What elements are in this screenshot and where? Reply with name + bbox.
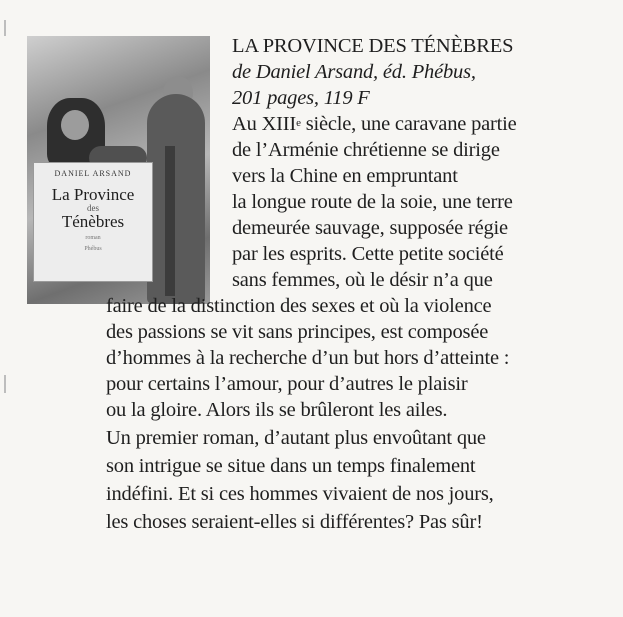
body-line: les choses seraient-elles si différentes? Pas sûr!: [106, 511, 483, 533]
body-line: indéfini. Et si ces hommes vivaient de nos jours,: [106, 483, 494, 505]
article-details: 201 pages, 119 F: [232, 87, 370, 109]
body-line: vers la Chine en empruntant: [232, 165, 458, 187]
body-line: des passions se vit sans principes, est composée: [106, 321, 489, 343]
body-line: la longue route de la soie, une terre: [232, 191, 513, 213]
body-line-1-start: Au XIII: [232, 113, 297, 135]
body-line-1-end: siècle, une caravane partie: [300, 113, 517, 135]
article-title: LA PROVINCE DES TÉNÈBRES: [232, 35, 514, 57]
body-line: pour certains l’amour, pour d’autres le plaisir: [106, 373, 468, 395]
body-line: ou la gloire. Alors ils se brûleront les ailes.: [106, 399, 448, 421]
article-byline: de Daniel Arsand, éd. Phébus,: [232, 61, 476, 83]
cover-publisher-line: roman: [85, 235, 101, 241]
body-line: sans femmes, où le désir n’a que: [232, 269, 493, 291]
cover-title-label: [33, 162, 153, 282]
body-line: Un premier roman, d’autant plus envoûtant que: [106, 427, 486, 449]
body-line: [232, 112, 517, 136]
century-superscript: e: [296, 117, 301, 129]
cover-figure-face: [61, 110, 89, 140]
cover-title-line-3: Ténèbres: [61, 212, 125, 231]
body-line: faire de la distinction des sexes et où la violence: [106, 295, 492, 317]
cover-figure-robe-fold: [165, 146, 175, 296]
cover-title-line-2: des: [87, 203, 99, 213]
cover-publisher-line: Phébus: [84, 246, 102, 252]
cover-figure-standing-robe: [147, 94, 205, 304]
body-line: son intrigue se situe dans un temps finalement: [106, 455, 476, 477]
body-line: demeurée sauvage, supposée régie: [232, 217, 508, 239]
cover-author: DANIEL ARSAND: [54, 169, 132, 178]
body-line: d’hommes à la recherche d’un but hors d’atteinte :: [106, 347, 510, 369]
cover-title-line-1: La Province: [51, 185, 135, 204]
scan-edge-mark-bottom: [4, 375, 6, 393]
book-cover-image: [27, 36, 210, 304]
body-line: par les esprits. Cette petite société: [232, 243, 504, 265]
body-line: de l’Arménie chrétienne se dirige: [232, 139, 500, 161]
scan-edge-mark-top: [4, 20, 6, 36]
